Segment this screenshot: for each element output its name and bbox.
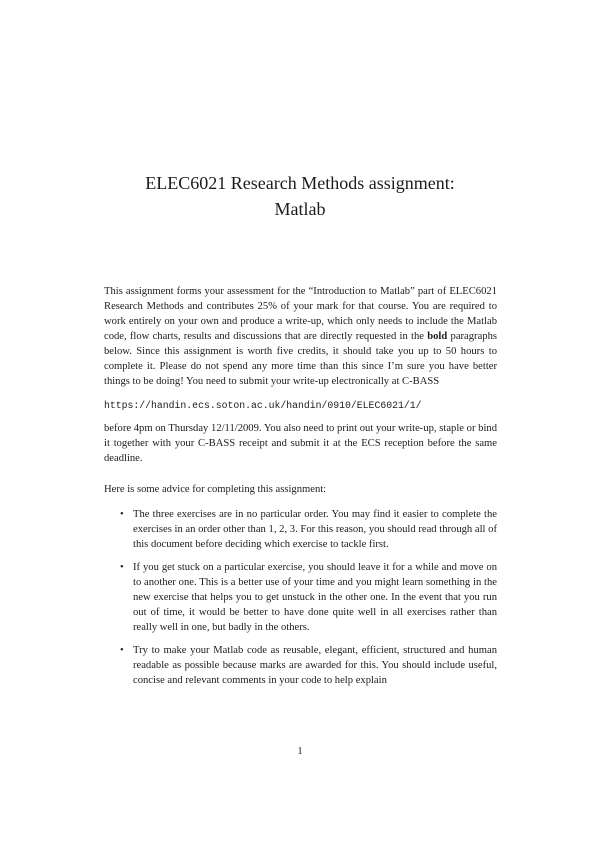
advice-list xyxy=(104,507,497,688)
document-body xyxy=(104,284,497,688)
advice-item-text: The three exercises are in no particular order. You may find it easier to complete the exercises in an order other than 1, 2, 3. For this reason, you should read through all of this document before deciding which exercise to tackle first. xyxy=(133,509,497,550)
intro-text-before-bold: This assignment forms your assessment for the “Introduction to Matlab” part of ELEC6021 Research Methods and contributes 25% of your mark for that course. You are required to work entirely on your own and produce a write-up, which only needs to include the Matlab code, flow charts, results and discussions that are directly requested in the xyxy=(104,286,497,342)
intro-bold-word: bold xyxy=(427,331,448,342)
bullet-icon: • xyxy=(120,645,124,656)
advice-item xyxy=(104,560,497,635)
submission-url: https://handin.ecs.soton.ac.uk/handin/0910/ELEC6021/1/ xyxy=(104,400,422,411)
paragraph-deadline: before 4pm on Thursday 12/11/2009. You also need to print out your write-up, staple or bind it together with your C-BASS receipt and submit it at the ECS reception before the same deadline. xyxy=(104,423,497,464)
title-line-1: ELEC6021 Research Methods assignment: xyxy=(145,173,455,193)
page-number: 1 xyxy=(297,746,303,757)
advice-item-text: If you get stuck on a particular exercise, you should leave it for a while and move on to another one. This is a better use of your time and you might learn something in the new exercise that helps you to get unstuck in the other one. In the event that you run out of time, it would be better to have done quite well in all exercises rather than really well in one, but badly in the others. xyxy=(133,562,497,633)
advice-item xyxy=(104,643,497,688)
document-title xyxy=(0,0,600,222)
bullet-icon: • xyxy=(120,509,124,520)
intro-text-after-bold: paragraphs below. Since this assignment is worth five credits, it should take you up to 50 hours to complete it. Please do not spend any more time than this since I’m sure you have better things to be doing! You need to submit your write-up electronically at C-BASS xyxy=(104,331,497,387)
paragraph-intro xyxy=(104,284,497,389)
advice-intro-line: Here is some advice for completing this assignment: xyxy=(104,484,327,495)
title-line-2: Matlab xyxy=(274,199,326,219)
advice-item-text: Try to make your Matlab code as reusable, elegant, efficient, structured and human readable as possible because marks are awarded for this. You should include useful, concise and relevant comments in your code to help explain xyxy=(133,645,497,686)
bullet-icon: • xyxy=(120,562,124,573)
advice-item xyxy=(104,507,497,552)
